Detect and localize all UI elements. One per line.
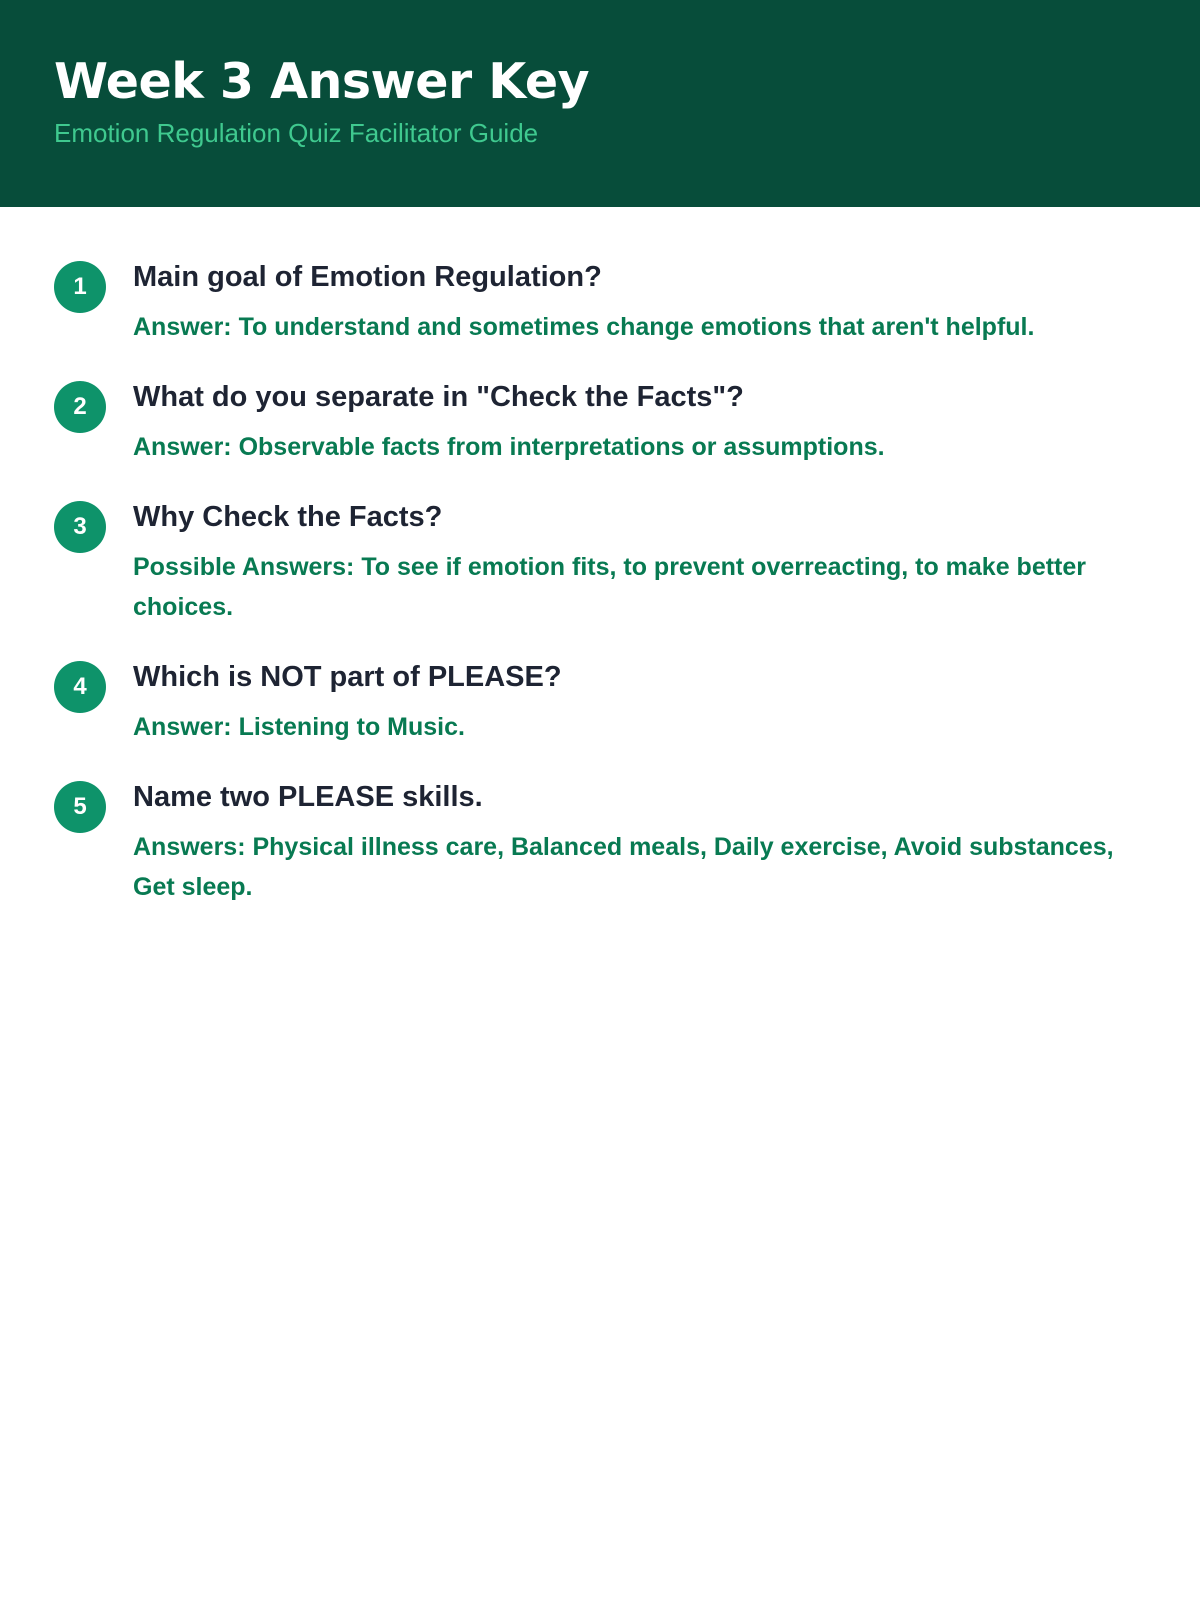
question-item	[54, 499, 1146, 627]
question-number-badge: 3	[54, 501, 106, 553]
question-list	[0, 207, 1200, 907]
question-text: What do you separate in "Check the Facts"?	[133, 381, 744, 413]
question-item	[54, 779, 1146, 907]
question-text: Main goal of Emotion Regulation?	[133, 261, 602, 293]
answer-text: Answers: Physical illness care, Balanced meals, Daily exercise, Avoid substances, Get sleep.	[133, 833, 1114, 901]
question-text: Which is NOT part of PLEASE?	[133, 661, 562, 693]
page-subtitle: Emotion Regulation Quiz Facilitator Guide	[54, 118, 539, 148]
page-header	[0, 0, 1200, 207]
answer-text: Answer: To understand and sometimes change emotions that aren't helpful.	[133, 313, 1035, 341]
question-number-badge: 2	[54, 381, 106, 433]
question-text: Why Check the Facts?	[133, 501, 443, 533]
question-body	[133, 259, 1146, 347]
question-item	[54, 379, 1146, 467]
question-body	[133, 659, 1146, 747]
question-body	[133, 499, 1146, 627]
question-body	[133, 779, 1146, 907]
question-number-badge: 5	[54, 781, 106, 833]
question-body	[133, 379, 1146, 467]
question-item	[54, 659, 1146, 747]
answer-text: Answer: Observable facts from interpretations or assumptions.	[133, 433, 885, 461]
question-item	[54, 259, 1146, 347]
page-title: Week 3 Answer Key	[54, 53, 590, 110]
answer-text: Answer: Listening to Music.	[133, 713, 465, 741]
question-text: Name two PLEASE skills.	[133, 781, 483, 813]
answer-text: Possible Answers: To see if emotion fits, to prevent overreacting, to make better choices.	[133, 553, 1087, 621]
question-number-badge: 4	[54, 661, 106, 713]
question-number-badge: 1	[54, 261, 106, 313]
